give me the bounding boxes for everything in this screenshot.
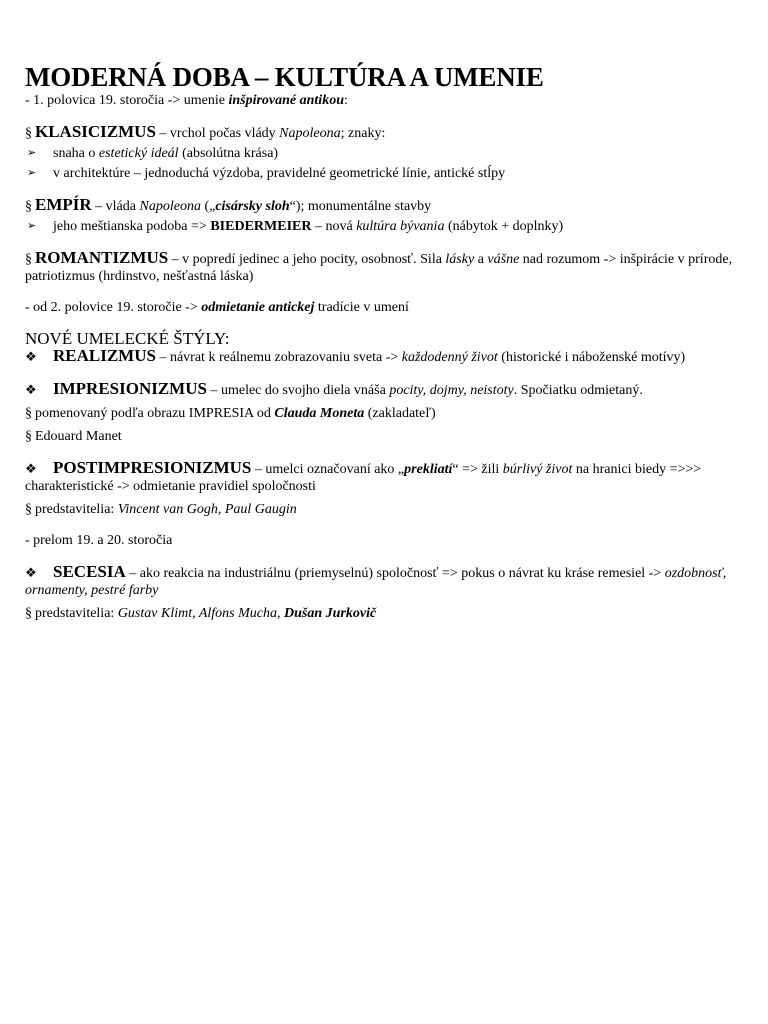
section-mark: § — [25, 429, 32, 444]
section-mark: § — [25, 406, 32, 421]
list-item: ➢ v architektúre – jednoduchá výzdoba, pravidelné geometrické línie, antické stĺpy — [27, 166, 506, 181]
impresionizmus-paragraph: ❖ IMPRESIONIZMUS – umelec do svojho diela vnáša pocity, dojmy, neistoty. Spočiatku odmietaný. — [25, 379, 643, 398]
new-styles-heading: NOVÉ UMELECKÉ ŠTÝLY: — [25, 329, 230, 348]
section-mark: § — [25, 606, 32, 621]
secesia-paragraph: ❖ SECESIA – ako reakcia na industriálnu (priemyselnú) spoločnosť => pokus o návrat ku kráse remesiel -> ozdobnosť, ornamenty, pestré farby — [25, 562, 727, 598]
realizmus-paragraph: ❖ REALIZMUS – návrat k reálnemu zobrazovaniu sveta -> každodenný život (historické i náboženské motívy) — [25, 346, 686, 365]
diamond-bullet-icon: ❖ — [25, 349, 37, 364]
second-half-line: - od 2. polovice 19. storočie -> odmietanie antickej tradície v umení — [25, 300, 409, 315]
secesia-note: § predstavitelia: Gustav Klimt, Alfons Mucha, Dušan Jurkovič — [25, 606, 377, 621]
arrow-bullet-icon: ➢ — [27, 220, 37, 232]
empir-heading: § EMPÍR – vláda Napoleona („cisársky sloh“); monumentálne stavby — [25, 195, 432, 214]
postimpresionizmus-note: § predstavitelia: Vincent van Gogh, Paul Gaugin — [25, 502, 297, 517]
diamond-bullet-icon: ❖ — [25, 565, 37, 580]
diamond-bullet-icon: ❖ — [25, 461, 37, 476]
list-item: ➢ jeho meštianska podoba => BIEDERMEIER – nová kultúra bývania (nábytok + doplnky) — [27, 219, 564, 234]
prelom-line: - prelom 19. a 20. storočia — [25, 533, 173, 548]
romantizmus-paragraph: § ROMANTIZMUS – v popredí jedinec a jeho pocity, osobnosť. Sila lásky a vášne nad rozumom -> inšpirácie v prírode, patriotizmus (hrdinstvo, nešťastná láska) — [25, 248, 733, 284]
list-item: ➢ snaha o estetický ideál (absolútna krása) — [27, 146, 279, 161]
section-mark: § — [25, 199, 32, 214]
arrow-bullet-icon: ➢ — [27, 147, 37, 159]
section-mark: § — [25, 252, 32, 267]
intro-line: - 1. polovica 19. storočia -> umenie inšpirované antikou: — [25, 93, 348, 108]
impresionizmus-note: § pomenovaný podľa obrazu IMPRESIA od Clauda Moneta (zakladateľ) — [25, 406, 436, 421]
diamond-bullet-icon: ❖ — [25, 382, 37, 397]
klasicizmus-heading: § KLASICIZMUS – vrchol počas vlády Napoleona; znaky: — [25, 122, 386, 141]
document-page — [25, 62, 745, 622]
section-mark: § — [25, 126, 32, 141]
postimpresionizmus-paragraph: ❖ POSTIMPRESIONIZMUS – umelci označovaní ako „prekliatí“ => žili búrlivý život na hranici biedy =>>> charakteristické -> odmietanie pravidiel spoločnosti — [25, 458, 702, 494]
page-title: MODERNÁ DOBA – KULTÚRA A UMENIE — [25, 62, 544, 92]
impresionizmus-note: § Edouard Manet — [25, 429, 122, 444]
arrow-bullet-icon: ➢ — [27, 167, 37, 179]
section-mark: § — [25, 502, 32, 517]
